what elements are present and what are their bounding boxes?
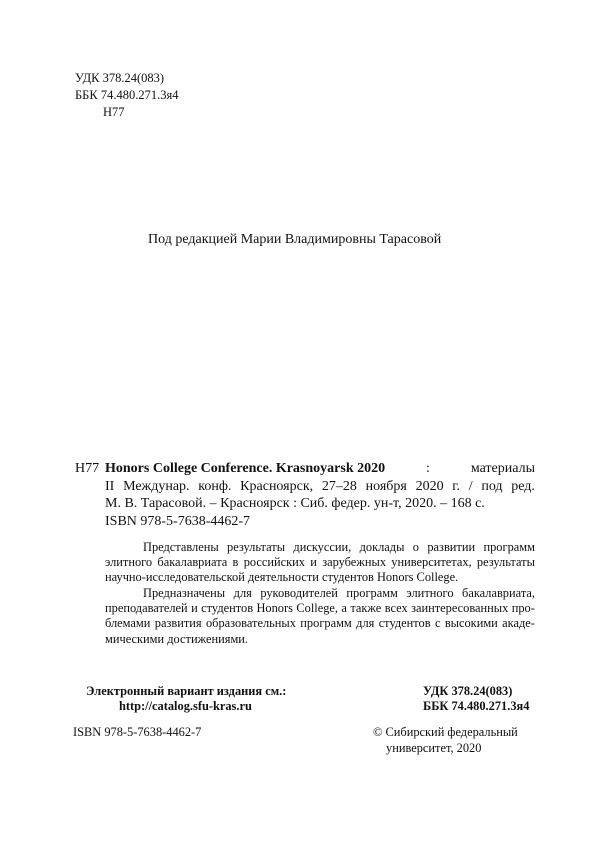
footer-udk: УДК 378.24(083) [423, 684, 513, 698]
abstract-word: программ [300, 616, 352, 631]
abstract-word: руководителей [260, 586, 338, 600]
abstract-word: российских [243, 555, 305, 570]
abstract-word: Представлены [143, 540, 219, 554]
abstract-word: программ [346, 586, 398, 600]
abstract-word: для [233, 586, 252, 600]
electronic-version-url: http://catalog.sfu-kras.ru [119, 699, 252, 713]
bib-line [105, 478, 535, 496]
footer-isbn: ISBN 978-5-7638-4462-7 [73, 725, 202, 739]
abstract-word: College, [296, 601, 338, 616]
abstract-line [105, 616, 535, 631]
copyright-line-2: университет, 2020 [386, 741, 482, 755]
bib-word: М. В. Тарасовой. – Красноярск : Сиб. федер. ун-т, 2020. – 168 с. [105, 496, 485, 511]
abstract-line [105, 570, 535, 585]
abstract-word: Honors [256, 601, 293, 616]
abstract-word: акаде- [502, 616, 535, 631]
abstract-word: образовательных [205, 616, 296, 631]
abstract-word: элитного [406, 586, 454, 600]
abstract-word: развитии [427, 540, 476, 554]
abstract-word: результаты [476, 555, 535, 570]
abstract-word: заинтересованных [411, 601, 509, 616]
abstract-word: студентов [378, 616, 431, 631]
bib-word: : [426, 461, 430, 476]
abstract-word: высокими [444, 616, 498, 631]
abstract-word: результаты [227, 540, 286, 554]
abstract-word: Предназначены [143, 586, 226, 600]
bib-word: Красноярск, [240, 478, 314, 494]
abstract-word: дискуссии, [293, 540, 352, 554]
editor-line: Под редакцией Марии Владимировны Тарасовой [148, 232, 442, 247]
bib-word: г. [452, 478, 460, 494]
bib-word: / [468, 478, 473, 494]
abstract-word: доклады [359, 540, 405, 554]
bib-word: под [481, 478, 503, 494]
abstract-word: о [412, 540, 419, 554]
bib-word: конф. [198, 478, 232, 494]
abstract-word: также [350, 601, 382, 616]
abstract-word: преподавателей [105, 601, 188, 616]
bib-line [105, 495, 535, 513]
abstract-word: про- [511, 601, 535, 616]
abstract-word: всех [384, 601, 408, 616]
copyright-line-1: © Сибирский федеральный [373, 725, 518, 739]
bib-word: материалы [470, 461, 535, 476]
bib-word: ISBN 978-5-7638-4462-7 [105, 513, 251, 529]
abstract-word: студентов [201, 601, 254, 616]
abstract-paragraph-2 [105, 586, 535, 647]
abstract-word: программ [483, 540, 535, 554]
bib-word: 27–28 [321, 478, 357, 494]
abstract-word: мическими достижениями. [105, 631, 249, 646]
abstract-word: с [434, 616, 441, 631]
abstract-line [105, 601, 535, 616]
abstract-word: в [232, 555, 239, 570]
abstract-word: университетах, [391, 555, 472, 570]
abstract-word: бакалавриата, [462, 586, 535, 600]
abstract-line [105, 586, 535, 601]
bib-line [105, 460, 535, 478]
abstract-word: научно-исследовательской деятельности студентов Honors College. [105, 570, 459, 585]
abstract-paragraph-1 [105, 540, 535, 586]
abstract-word: а [341, 601, 347, 616]
bib-title: Honors College Conference. Krasnoyarsk 2020 [105, 461, 386, 476]
abstract-word: для [356, 616, 375, 631]
bbk-code: ББК 74.480.271.3я4 [75, 88, 179, 102]
electronic-version-label: Электронный вариант издания см.: [86, 684, 287, 698]
bib-word: Междунар. [123, 478, 190, 494]
abstract-word: бакалавриата [157, 555, 228, 570]
abstract-line [105, 555, 535, 570]
bib-line [105, 513, 535, 531]
footer-bbk: ББК 74.480.271.3я4 [423, 699, 530, 713]
abstract-word: и [191, 601, 198, 616]
abstract-word: зарубежных [322, 555, 387, 570]
bib-word: ред. [511, 478, 535, 494]
bib-word: ноября [365, 478, 407, 494]
abstract-line [105, 540, 535, 555]
abstract-word: развития [154, 616, 202, 631]
bib-word: II [105, 478, 115, 494]
abstract-line [105, 632, 535, 647]
bib-author-mark: Н77 [75, 461, 100, 476]
abstract-word: и [310, 555, 317, 570]
bib-word: 2020 [415, 478, 444, 494]
abstract-word: элитного [105, 555, 153, 570]
abstract-word: блемами [105, 616, 151, 631]
udk-code: УДК 378.24(083) [75, 71, 165, 85]
author-mark: Н77 [103, 105, 125, 119]
bibliographic-record [105, 460, 535, 530]
